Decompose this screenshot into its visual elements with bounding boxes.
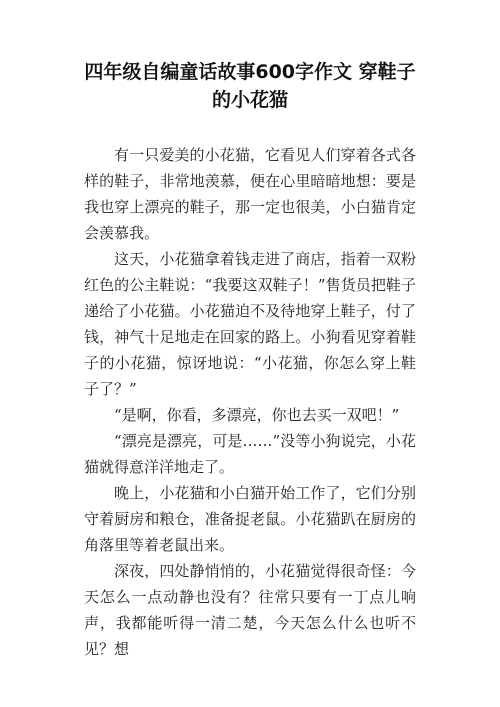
- paragraph: “漂亮是漂亮，可是……”没等小狗说完，小花猫就得意洋洋地走了。: [84, 432, 416, 476]
- document-title: 四年级自编童话故事600字作文 穿鞋子的小花猫: [84, 61, 416, 111]
- document-body: [84, 142, 416, 662]
- paragraph: 这天，小花猫拿着钱走进了商店，指着一双粉红色的公主鞋说：“我要这双鞋子！”售货员把鞋子递给了小花猫。小花猫迫不及待地穿上鞋子，付了钱，神气十足地走在回家的路上。小狗看见穿着鞋子的小花猫，惊讶地说：“小花猫，你怎么穿上鞋子了？”: [84, 250, 416, 398]
- paragraph: 有一只爱美的小花猫，它看见人们穿着各式各样的鞋子，非常地羡慕，便在心里暗暗地想：要是我也穿上漂亮的鞋子，那一定也很美，小白猫肯定会羡慕我。: [84, 146, 416, 242]
- paragraph: 晚上，小花猫和小白猫开始工作了，它们分别守着厨房和粮仓，准备捉老鼠。小花猫趴在厨房的角落里等着老鼠出来。: [84, 484, 416, 554]
- paragraph: “是啊，你看，多漂亮，你也去买一双吧！”: [114, 406, 400, 424]
- paragraph: 深夜，四处静悄悄的，小花猫觉得很奇怪：今天怎么一点动静也没有？往常只要有一丁点儿响声，我都能听得一清二楚，今天怎么什么也听不见？想: [84, 562, 416, 658]
